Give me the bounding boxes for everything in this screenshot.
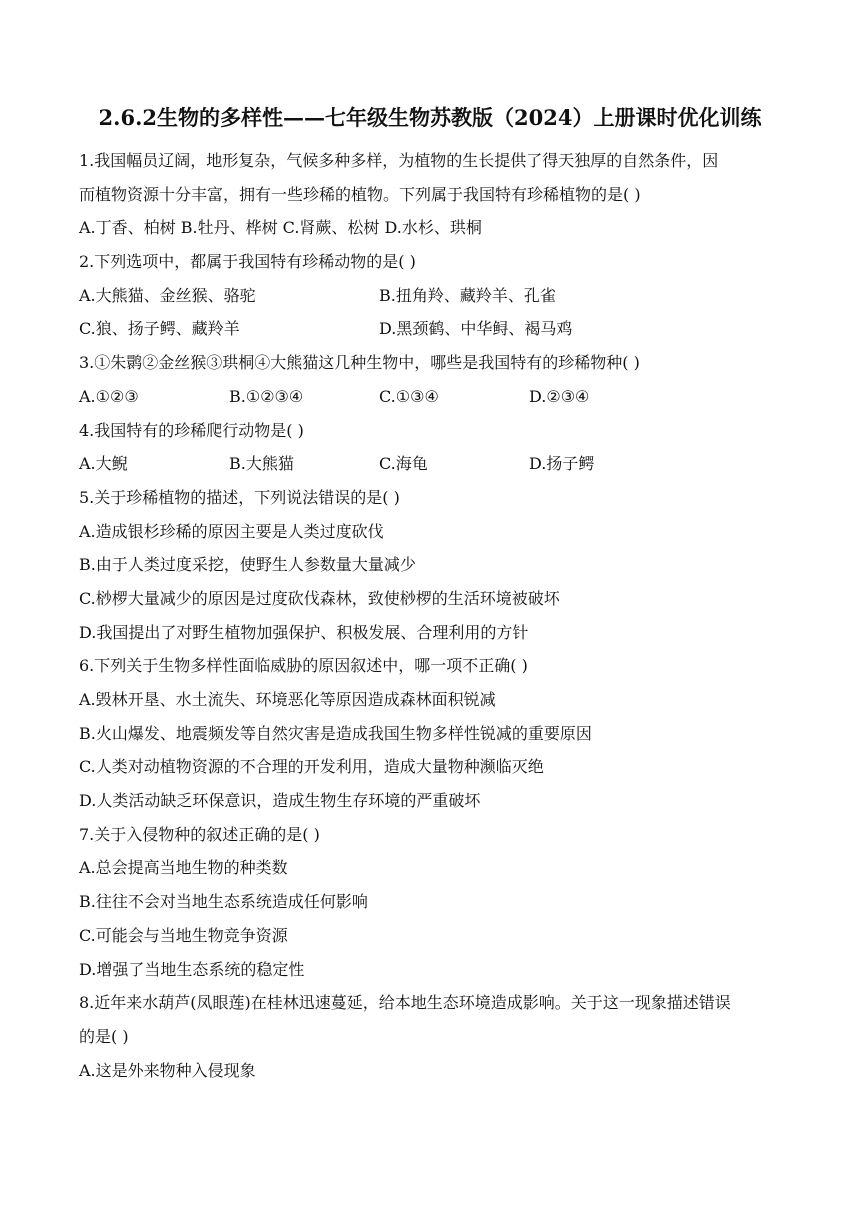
question-7-stem: 7.关于入侵物种的叙述正确的是( ) (79, 824, 320, 844)
question-5-stem: 5.关于珍稀植物的描述，下列说法错误的是( ) (79, 487, 400, 507)
question-2-stem: 2.下列选项中，都属于我国特有珍稀动物的是( ) (79, 252, 416, 272)
question-7-option-d: D.增强了当地生态系统的稳定性 (79, 959, 305, 979)
question-3-option-d: D.②③④ (529, 386, 590, 406)
question-7-option-b: B.往往不会对当地生态系统造成任何影响 (79, 892, 368, 912)
question-8-option-a: A.这是外来物种入侵现象 (79, 1060, 256, 1080)
question-3-option-a: A.①②③ (79, 386, 139, 406)
question-4-stem: 4.我国特有的珍稀爬行动物是( ) (79, 420, 304, 440)
question-2-options-row-1 (79, 279, 799, 313)
question-2-options-row-2 (79, 312, 799, 346)
question-2-option-c: C.狼、扬子鳄、藏羚羊 (79, 319, 240, 339)
question-4-option-d: D.扬子鳄 (529, 454, 595, 474)
page-title: 2.6.2生物的多样性——七年级生物苏教版（2024）上册课时优化训练 (98, 105, 762, 130)
question-1-stem-line-2: 而植物资源十分丰富，拥有一些珍稀的植物。下列属于我国特有珍稀植物的是( ) (79, 184, 641, 204)
question-7-option-c: C.可能会与当地生物竞争资源 (79, 925, 288, 945)
question-5-option-a: A.造成银杉珍稀的原因主要是人类过度砍伐 (79, 521, 384, 541)
question-8-stem-line-2: 的是( ) (79, 1026, 129, 1046)
question-7-option-a: A.总会提高当地生物的种类数 (79, 858, 288, 878)
question-1-stem-line-1: 1.我国幅员辽阔，地形复杂，气候多种多样，为植物的生长提供了得天独厚的自然条件，因 (79, 151, 719, 170)
question-8-stem-line-1: 8.近年来水葫芦(凤眼莲)在桂林迅速蔓延，给本地生态环境造成影响。关于这一现象描述错误 (79, 993, 731, 1013)
question-5-option-c: C.桫椤大量减少的原因是过度砍伐森林，致使桫椤的生活环境被破坏 (79, 588, 560, 608)
question-6-option-b: B.火山爆发、地震频发等自然灾害是造成我国生物多样性锐减的重要原因 (79, 723, 592, 743)
question-2-option-b: B.扭角羚、藏羚羊、孔雀 (379, 285, 556, 305)
question-4-options (79, 447, 799, 481)
question-list (79, 144, 799, 1087)
question-4-option-b: B.大熊猫 (229, 454, 294, 474)
question-4-option-a: A.大鲵 (79, 454, 128, 474)
question-3-options (79, 380, 799, 414)
question-6-stem: 6.下列关于生物多样性面临威胁的原因叙述中，哪一项不正确( ) (79, 656, 528, 676)
question-5-option-d: D.我国提出了对野生植物加强保护、积极发展、合理利用的方针 (79, 622, 529, 642)
question-4-option-c: C.海龟 (379, 454, 428, 474)
question-3-stem: 3.①朱鹮②金丝猴③珙桐④大熊猫这几种生物中，哪些是我国特有的珍稀物种( ) (79, 353, 640, 373)
question-6-option-c: C.人类对动植物资源的不合理的开发利用，造成大量物种濒临灭绝 (79, 757, 544, 777)
question-2-option-a: A.大熊猫、金丝猴、骆驼 (79, 285, 256, 305)
question-6-option-a: A.毁林开垦、水土流失、环境恶化等原因造成森林面积锐减 (79, 690, 496, 709)
question-6-option-d: D.人类活动缺乏环保意识，造成生物生存环境的严重破坏 (79, 791, 481, 811)
question-2-option-d: D.黑颈鹤、中华鲟、褐马鸡 (379, 319, 573, 339)
question-3-option-c: C.①③④ (379, 386, 439, 406)
question-1-options: A.丁香、柏树 B.牡丹、桦树 C.肾蕨、松树 D.水杉、珙桐 (79, 218, 482, 238)
question-3-option-b: B.①②③④ (229, 386, 304, 406)
question-5-option-b: B.由于人类过度采挖，使野生人参数量大量减少 (79, 555, 416, 575)
